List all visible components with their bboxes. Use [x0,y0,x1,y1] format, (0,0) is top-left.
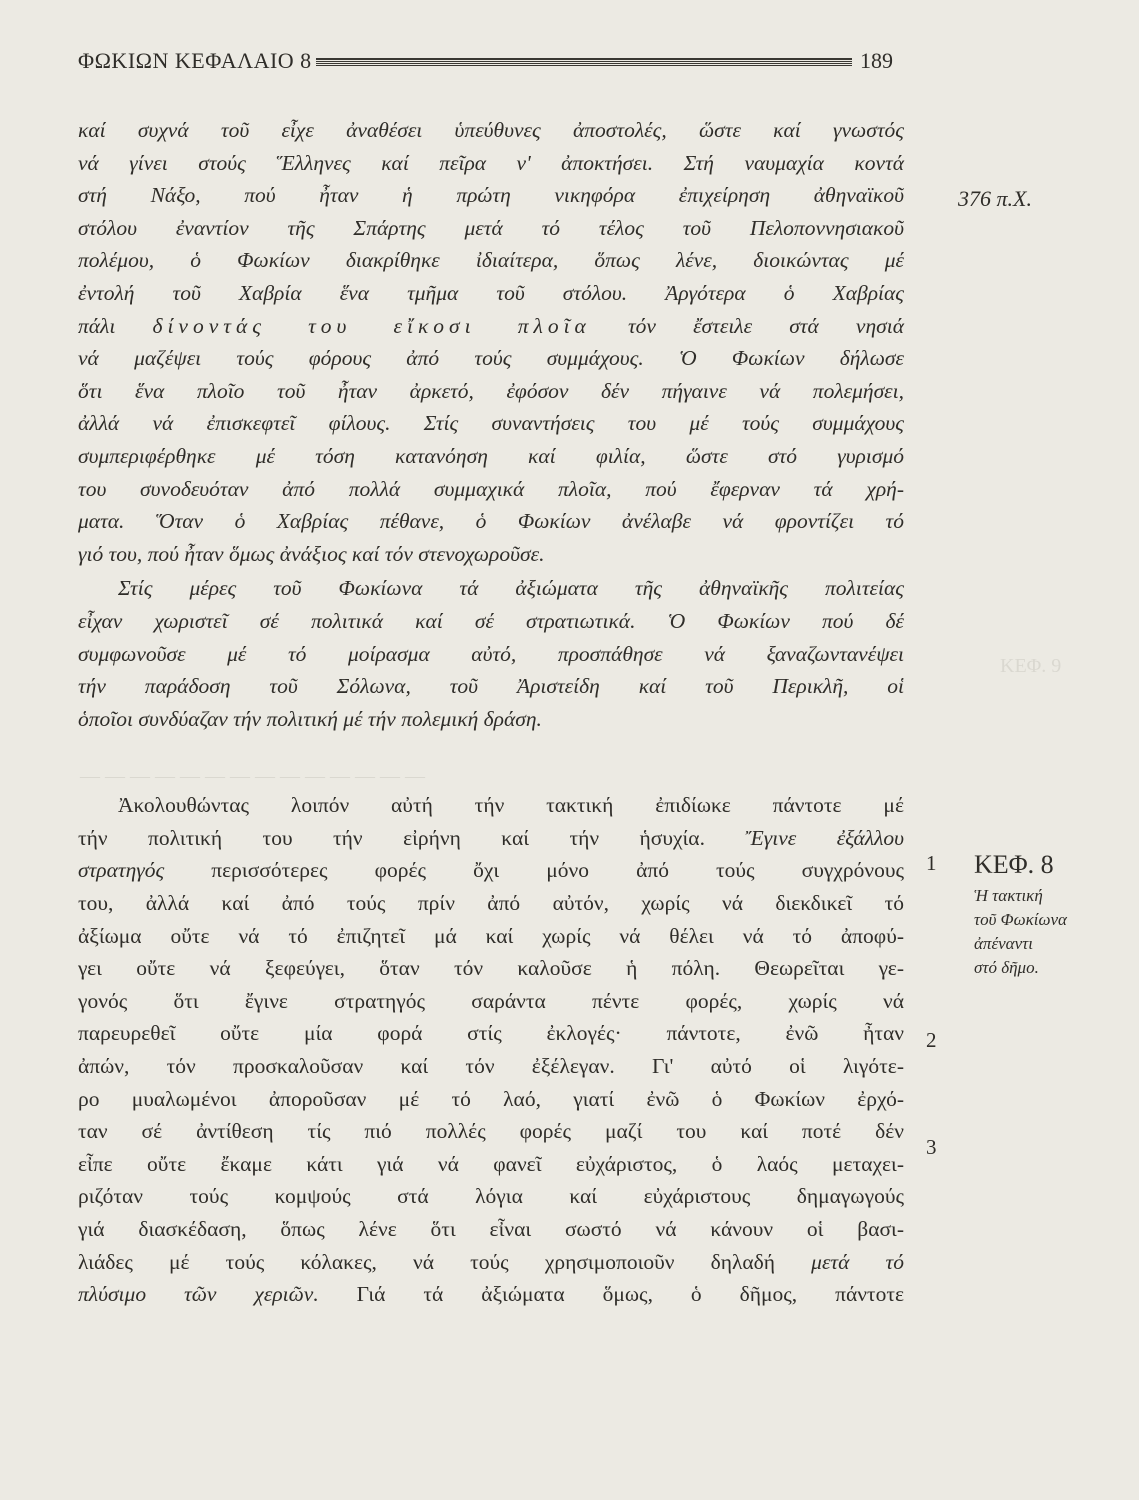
text-fragment: τήν πολιτική του τήν εἰρήνη καί τήν ἡσυχία. [78,825,705,850]
chapter-subtitle-line: τοῦ Φωκίωνα [974,910,1067,929]
text-line: ματα. Ὅταν ὁ Χαβρίας πέθανε, ὁ Φωκίων ἀνέλαβε νά φροντίζει τό [78,509,904,534]
section-number: 1 [926,851,937,875]
text-line [78,822,904,855]
text-line: καί συχνά τοῦ εἶχε ἀναθέσει ὑπεύθυνες ἀποστολές, ὥστε καί γνωστός [78,118,904,142]
paragraph-2 [78,572,904,735]
italic-fragment: Ἔγινε ἐξάλλου [745,825,905,850]
text-line [78,310,904,343]
text-line: ταν σέ ἀντίθεση τίς πιό πολλές φορές μαζί του καί ποτέ δέν [78,1119,904,1144]
text-fragment: πάλι [78,313,116,338]
text-line [78,1246,904,1279]
spaced-emphasis: δίνοντάς του εἴκοσι πλοῖα [152,313,591,338]
italic-fragment: στρατηγός [78,858,165,883]
section-number: 2 [926,1028,937,1052]
paragraph-1 [78,114,904,570]
text-line: εἶπε οὔτε ἔκαμε κάτι γιά νά φανεῖ εὐχάριστος, ὁ λαός μεταχει- [78,1151,904,1176]
text-line: Ἀκολουθώντας λοιπόν αὐτή τήν τακτική ἐπιδίωκε πάντοτε μέ [118,793,904,818]
text-line: νά γίνει στούς Ἕλληνες καί πεῖρα ν' ἀποκτήσει. Στή ναυμαχία κοντά [78,150,904,175]
text-line: γιό του, πού ἦταν ὅμως ἀνάξιος καί τόν στενοχωροῦσε. [78,541,545,566]
text-line: ρο μυαλωμένοι ἀποροῦσαν μέ τό λαό, γιατί ἐνῶ ὁ Φωκίων ἐρχό- [78,1086,904,1111]
text-line: ἐντολή τοῦ Χαβρία ἕνα τμῆμα τοῦ στόλου. Ἀργότερα ὁ Χαβρίας [78,280,904,305]
text-fragment: Γιά τά ἀξιώματα ὅμως, ὁ δῆμος, πάντοτε [356,1282,904,1307]
text-line: ἀπών, τόν προσκαλοῦσαν καί τόν ἐξέλεγαν. Γι' αὐτό οἱ λιγότε- [78,1054,904,1079]
text-line [78,1278,904,1311]
chapter-subtitle-line: στό δῆμο. [974,958,1039,977]
running-header [78,46,893,76]
margin-date-note: 376 π.Χ. [958,186,1032,211]
text-line: του συνοδευόταν ἀπό πολλά συμμαχικά πλοῖα, πού ἔφερναν τά χρή- [78,476,904,501]
main-text [78,114,904,1311]
bleed-through: — — — — — — — — — — — — — — [80,765,425,787]
text-line: ἀξίωμα οὔτε νά τό ἐπιζητεῖ μά καί χωρίς νά θέλει νά τό ἀποφύ- [78,923,904,948]
text-line: συμπεριφέρθηκε μέ τόση κατανόηση καί φιλία, ὥστε στό γυρισμό [78,443,904,468]
text-line: τήν παράδοση τοῦ Σόλωνα, τοῦ Ἀριστείδη καί τοῦ Περικλῆ, οἱ [78,674,904,699]
text-fragment: τόν ἔστειλε στά νησιά [627,313,904,338]
chapter-subtitle-line: Ἡ τακτική [974,886,1043,905]
text-line: πολέμου, ὁ Φωκίων διακρίθηκε ἰδιαίτερα, ὅπως λένε, διοικώντας μέ [78,248,904,273]
chapter-subtitle-line: ἀπέναντι [974,934,1033,953]
page-number: 189 [860,48,893,73]
text-line: γονός ὅτι ἔγινε στρατηγός σαράντα πέντε φορές, χωρίς νά [78,988,904,1013]
text-line: συμφωνοῦσε μέ τό μοίρασμα αὐτό, προσπάθησε νά ξαναζωντανέψει [78,641,904,666]
text-line: ὅτι ἕνα πλοῖο τοῦ ἦταν ἀρκετό, ἐφόσον δέν πήγαινε νά πολεμήσει, [78,378,904,403]
text-line [78,854,904,887]
text-fragment: περισσότερες φορές ὄχι μόνο ἀπό τούς συγχρόνους [211,858,905,883]
text-line: παρευρεθεῖ οὔτε μία φορά στίς ἐκλογές· πάντοτε, ἐνῶ ἦταν [78,1021,904,1046]
running-title: ΦΩΚΙΩΝ ΚΕΦΑΛΑΙΟ 8 [78,48,312,73]
text-line: ριζόταν τούς κομψούς στά λόγια καί εὐχάριστους δημαγωγούς [78,1184,904,1209]
text-line: του, ἀλλά καί ἀπό τούς πρίν ἀπό αὐτόν, χωρίς νά διεκδικεῖ τό [78,891,904,916]
italic-fragment: μετά τό [811,1249,904,1274]
chapter-heading: ΚΕΦ. 8 [974,850,1054,879]
text-line: στόλου ἐναντίον τῆς Σπάρτης μετά τό τέλος τοῦ Πελοποννησιακοῦ [78,215,904,240]
italic-fragment: πλύσιμο τῶν χεριῶν. [78,1282,319,1307]
text-line: γιά διασκέδαση, ὅπως λένε ὅτι εἶναι σωστό νά κάνουν οἱ βασι- [78,1217,904,1241]
text-line: νά μαζέψει τούς φόρους ἀπό τούς συμμάχους. Ὁ Φωκίων δήλωσε [78,346,904,371]
paragraph-3 [78,789,904,1311]
text-fragment: λιάδες μέ τούς κόλακες, νά τούς χρησιμοποιοῦν δηλαδή [78,1249,776,1274]
text-line: ὁποῖοι συνδύαζαν τήν πολιτική μέ τήν πολεμική δράση. [78,706,542,731]
text-line: στή Νάξο, πού ἦταν ἡ πρώτη νικηφόρα ἐπιχείρηση ἀθηναϊκοῦ [78,183,904,208]
text-line: γει οὔτε νά ξεφεύγει, ὅταν τόν καλοῦσε ἡ πόλη. Θεωρεῖται γε- [78,956,904,981]
chapter-margin-note [974,850,1124,980]
header-rule [316,58,852,66]
bleed-through: ΚΕΦ. 9 [1000,655,1062,677]
text-line: Στίς μέρες τοῦ Φωκίωνα τά ἀξιώματα τῆς ἀθηναϊκῆς πολιτείας [118,576,904,601]
section-number: 3 [926,1135,937,1159]
text-line: εἶχαν χωριστεῖ σέ πολιτικά καί σέ στρατιωτικά. Ὁ Φωκίων πού δέ [78,608,904,633]
text-line: ἀλλά νά ἐπισκεφτεῖ φίλους. Στίς συναντήσεις του μέ τούς συμμάχους [78,411,904,436]
